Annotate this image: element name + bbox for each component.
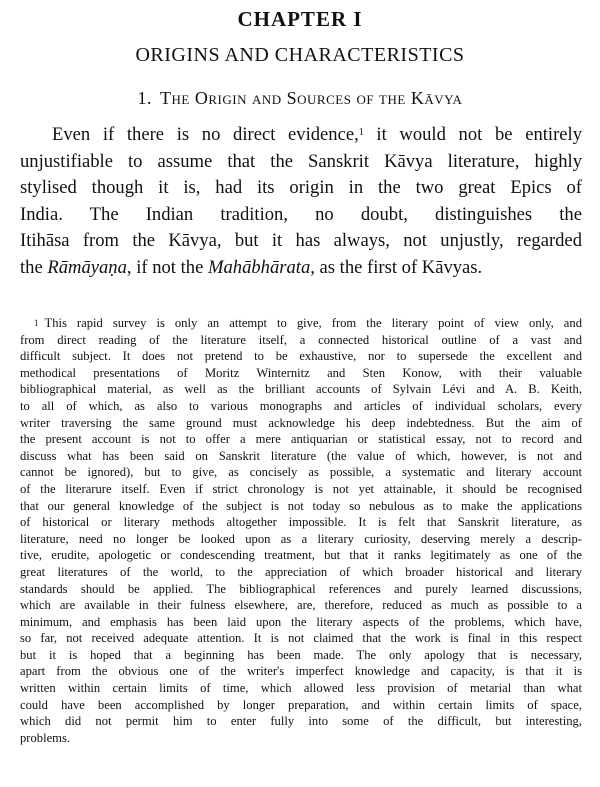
footnote-line: so far, not received adequate attention. It is not claimed that the work is final in this respect (20, 631, 582, 646)
footnote-line: that our general knowledge of the subject is not today so nebulous as to make the applications (20, 498, 582, 513)
footnote-line: literature, need no longer be looked upon as a literary curiosity, deserving merely a descrip- (20, 531, 582, 546)
body-line: India. The Indian tradition, no doubt, distinguishes the (20, 203, 582, 225)
footnote-line: the present account is not to offer a mere antiquarian or statistical essay, not to record and (20, 432, 582, 447)
chapter-title: ORIGINS AND CHARACTERISTICS (135, 44, 465, 66)
footnote-line: to all of which, as also to various monographs and articles of individual scholars, every (20, 398, 582, 413)
footnote-line: from direct reading of the literature itself, a connected historical outline of a vast and (20, 332, 582, 347)
footnote-line: but it is hoped that a beginning has been made. The only apology that is necessary, (20, 647, 582, 662)
body-line: stylised though it is, had its origin in the two great Epics of (20, 177, 582, 198)
footnote-line: minimum, and emphasis has been laid upon the literary aspects of the problems, which have, (20, 614, 582, 629)
footnote-line: of historical or literary methods altogether impossible. It is felt that Sanskrit literature, as (20, 515, 582, 530)
italic-title: Rāmāyaṇa (47, 256, 127, 278)
italic-title: Mahābhārata (207, 256, 311, 278)
section-number: 1. (137, 88, 153, 108)
body-line (20, 255, 582, 282)
footnote-text-run: This rapid survey is only an attempt to give, from the literary point of view only, and (44, 316, 582, 330)
footnote-line: written within certain limits of time, which allowed less provision of metarial than what (20, 681, 582, 696)
body-text-run: Even if there is no direct evidence, (52, 124, 359, 145)
footnote-line: apart from the obvious one of the writer's imperfect knowledge and capacity, is that it is (20, 664, 582, 679)
body-text-run: the (20, 256, 48, 278)
footnote-line: bibliographical material, as well as the brilliant accounts of Sylvain Lévi and A. B. Keith, (20, 382, 582, 397)
footnote-line: discuss what has been said on Sanskrit literature (the value of which, however, is not and (20, 448, 582, 463)
footnote-line: difficult subject. It does not pretend to be exhaustive, nor to supersede the excellent and (20, 349, 582, 364)
section-title: The Origin and Sources of the Kāvya (160, 88, 463, 108)
footnote-line (20, 315, 582, 332)
chapter-heading: CHAPTER I (237, 7, 363, 31)
footnote-line: could have been accomplished by longer preparation, and within certain limits of space, (20, 697, 582, 712)
body-line: unjustifiable to assume that the Sanskrit Kāvya literature, highly (20, 150, 582, 172)
body-text-run: it would not be entirely (363, 124, 582, 145)
footnote-line: methodical presentations of Moritz Winternitz and Sten Konow, with their valuable (20, 365, 582, 380)
footnote-reference: 1 (358, 127, 364, 138)
footnote-line: writer traversing the same ground must acknowledge his deep indebtedness. But the aim of (20, 415, 582, 430)
body-text-run: , if not the (126, 256, 208, 278)
footnote (20, 315, 582, 746)
footnote-line: of the literarure itself. Even if strict chronology is not yet attainable, it should be recognised (20, 481, 582, 496)
body-paragraph (20, 122, 582, 281)
footnote-line: problems. (20, 730, 71, 745)
footnote-mark: 1 (34, 318, 39, 328)
body-line: Itihāsa from the Kāvya, but it has always, not unjustly, regarded (20, 230, 582, 251)
footnote-line: standards should be applied. The bibliographical references and purely learned discussions, (20, 581, 582, 596)
footnote-line: tive, erudite, apologetic or condescending treatment, but that it ranks legitimately as one of the (20, 548, 582, 563)
body-text-run: , as the first of Kāvyas. (310, 256, 483, 278)
section-heading (0, 88, 600, 109)
footnote-line: which did not permit him to enter fully into some of the difficult, but interesting, (20, 714, 582, 729)
footnote-line: cannot be ignored), but to give, as concisely as possible, a systematic and literary account (20, 465, 582, 480)
footnote-line: great literatures of the world, to the appreciation of which broader historical and literary (20, 564, 582, 579)
footnote-line: which are available in their fulness elsewhere, are, therefore, reduced as much as possible to a (20, 598, 582, 613)
body-line (20, 122, 582, 149)
